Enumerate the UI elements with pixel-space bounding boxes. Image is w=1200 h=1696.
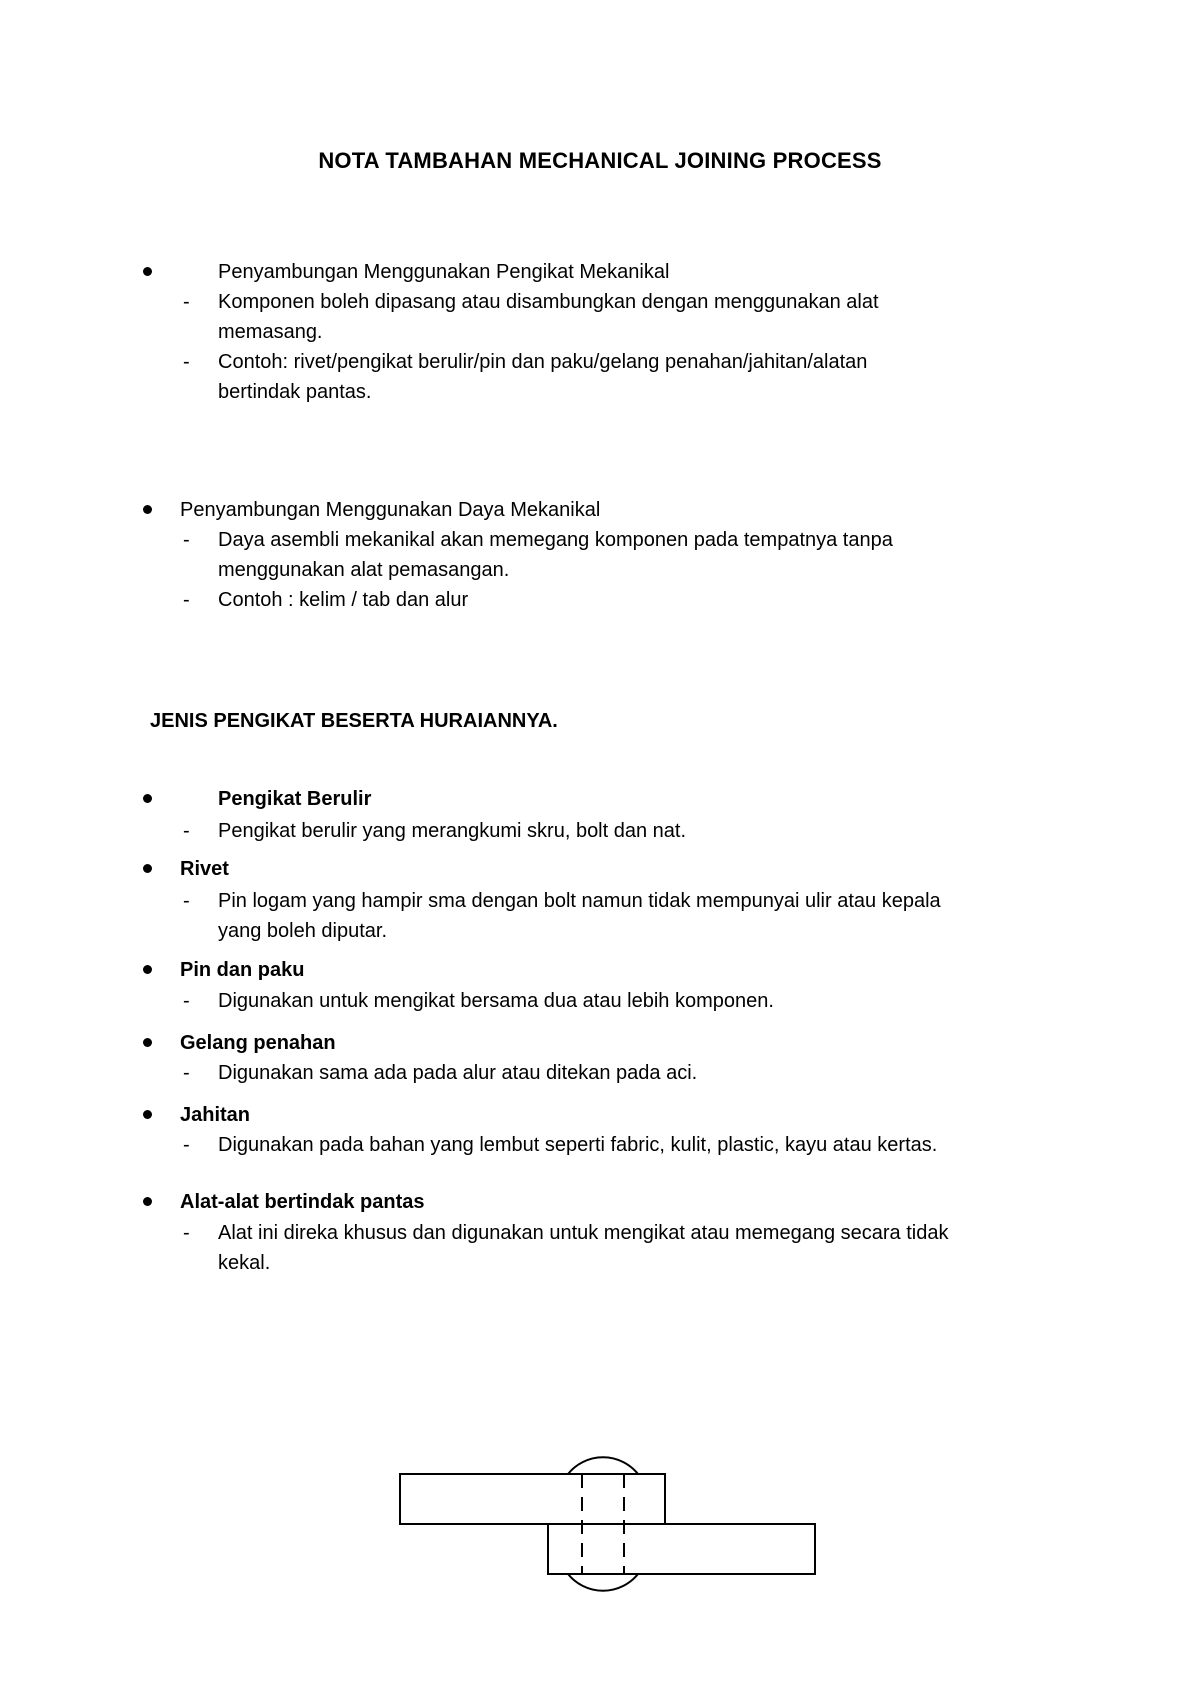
type-description: Pin logam yang hampir sma dengan bolt namun tidak mempunyai ulir atau kepala <box>218 890 941 912</box>
bullet-type <box>143 1038 152 1047</box>
section1-item1-line1: Komponen boleh dipasang atau disambungkan dengan menggunakan alat <box>218 291 879 313</box>
type-name: Pengikat Berulir <box>218 788 372 810</box>
dash: - <box>183 351 190 373</box>
type-description: Pengikat berulir yang merangkumi skru, bolt dan nat. <box>218 820 687 842</box>
type-name: Alat-alat bertindak pantas <box>180 1191 425 1213</box>
dash: - <box>183 1062 190 1084</box>
lower-plate <box>548 1524 815 1574</box>
page-title: NOTA TAMBAHAN MECHANICAL JOINING PROCESS <box>318 148 882 173</box>
bullet-type <box>143 1110 152 1119</box>
rivet-head-bottom <box>568 1574 638 1591</box>
type-name: Jahitan <box>180 1104 251 1126</box>
section1-item2-line2: bertindak pantas. <box>218 381 372 403</box>
type-description-cont: yang boleh diputar. <box>218 920 388 942</box>
type-description: Digunakan untuk mengikat bersama dua atau lebih komponen. <box>218 990 774 1012</box>
bullet-type <box>143 864 152 873</box>
section2-item1-line2: menggunakan alat pemasangan. <box>218 559 510 581</box>
section2-heading: Penyambungan Menggunakan Daya Mekanikal <box>180 499 601 521</box>
bullet-section1 <box>143 267 152 276</box>
bullet-section2 <box>143 505 152 514</box>
bullet-type <box>143 965 152 974</box>
dash: - <box>183 1222 190 1244</box>
dash: - <box>183 589 190 611</box>
section2-item2-line1: Contoh : kelim / tab dan alur <box>218 589 469 611</box>
section1-item2-line1: Contoh: rivet/pengikat berulir/pin dan paku/gelang penahan/jahitan/alatan <box>218 351 868 373</box>
dash: - <box>183 990 190 1012</box>
dash: - <box>183 890 190 912</box>
dash: - <box>183 1134 190 1156</box>
type-description: Digunakan pada bahan yang lembut seperti fabric, kulit, plastic, kayu atau kertas. <box>218 1134 938 1156</box>
bullet-type <box>143 794 152 803</box>
type-name: Gelang penahan <box>180 1032 336 1054</box>
rivet-head-top <box>568 1457 638 1474</box>
section2-item1-line1: Daya asembli mekanikal akan memegang komponen pada tempatnya tanpa <box>218 529 893 551</box>
type-description: Alat ini direka khusus dan digunakan untuk mengikat atau memegang secara tidak <box>218 1222 949 1244</box>
section1-item1-line2: memasang. <box>218 321 323 343</box>
section1-heading: Penyambungan Menggunakan Pengikat Mekanikal <box>218 261 670 283</box>
upper-plate <box>400 1474 665 1524</box>
bullet-type <box>143 1197 152 1206</box>
type-name: Rivet <box>180 858 229 880</box>
types-heading: JENIS PENGIKAT BESERTA HURAIANNYA. <box>150 710 558 732</box>
type-name: Pin dan paku <box>180 959 305 981</box>
dash: - <box>183 291 190 313</box>
type-description-cont: kekal. <box>218 1252 271 1274</box>
rivet-joint-diagram <box>390 1430 830 1615</box>
dash: - <box>183 820 190 842</box>
dash: - <box>183 529 190 551</box>
type-description: Digunakan sama ada pada alur atau ditekan pada aci. <box>218 1062 698 1084</box>
